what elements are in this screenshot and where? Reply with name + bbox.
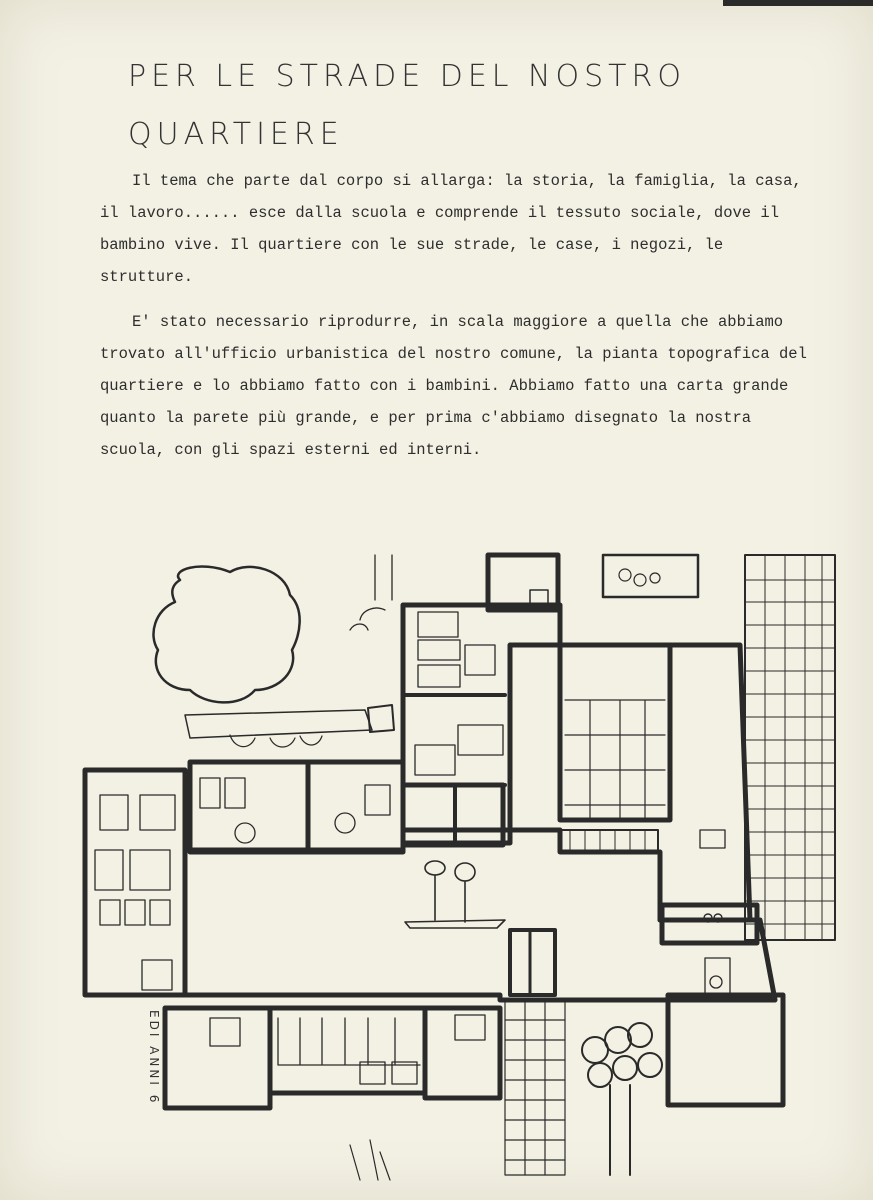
paragraph-2: E' stato necessario riprodurre, in scala maggiore a quella che abbiamo trovato all'ufficio urbanistica del nostro comune, la pianta topografica del quartiere e lo abbiamo fatto con i bambini. Abbiamo fatto una carta grande quanto la parete più grande, e per prima c'abbiamo disegnato la nostra scuola, con gli spazi esterni ed interni. [100,313,807,459]
courtyard-lamps [405,861,505,928]
paving-grid [745,555,835,940]
child-drawing-school-map [0,540,873,1200]
drawing-signature [147,1010,161,1105]
gym-room [560,645,670,820]
tree-trunk-path [185,710,372,738]
bottom-room-2 [270,1008,425,1093]
upper-block [403,605,560,830]
page-corner-edge [723,0,873,6]
school-plan-illustration [0,540,873,1200]
tree-crown [153,567,299,703]
bottom-path [505,1000,565,1175]
courtyard [185,830,775,1000]
classroom-1 [190,762,308,852]
bottom-room-1 [165,1008,270,1108]
page-title: PER LE STRADE DEL NOSTRO QUARTIERE [128,59,686,152]
small-tree [582,1023,662,1175]
classroom-2 [308,762,403,852]
gym-block [560,645,750,920]
paragraph-1: Il tema che parte dal corpo si allarga: la storia, la famiglia, la casa, il lavoro...... esce dalla scuola e comprende il tessuto sociale, dove il bambino vive. Il quartiere con le sue strade, le case, i negozi, le strutture. [100,172,802,286]
bottom-room-3 [425,1008,500,1098]
svg-text:EDI ANNI 6: EDI ANNI 6 [147,1010,161,1106]
bottom-room-4 [668,995,783,1105]
